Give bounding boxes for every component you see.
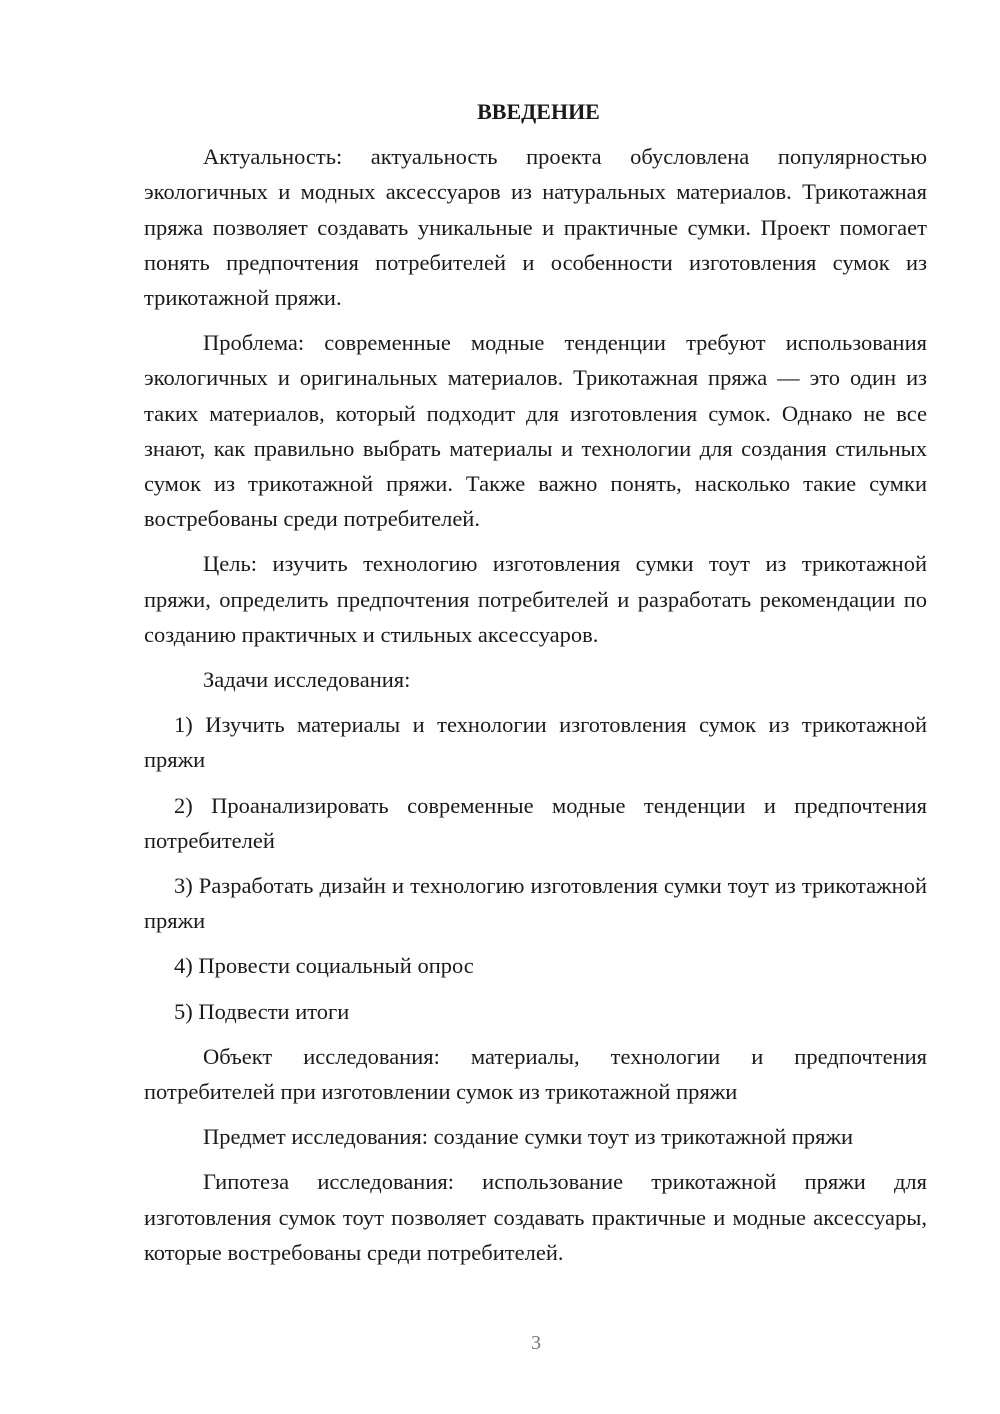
tasks-heading: Задачи исследования: — [203, 667, 411, 693]
task-item-3: 3) Разработать дизайн и технологию изготовления сумки тоут из трикотажной пряжи — [144, 873, 927, 934]
page-number: 3 — [531, 1332, 541, 1354]
task-item-5: 5) Подвести итоги — [174, 998, 350, 1024]
paragraph-hypothesis: Гипотеза исследования: использование трикотажной пряжи для изготовления сумок тоут позволяет создавать практичные и модные аксессуары, которые востребованы среди потребителей. — [144, 1169, 927, 1265]
task-item-4: 4) Провести социальный опрос — [174, 953, 474, 979]
paragraph-object: Объект исследования: материалы, технологии и предпочтения потребителей при изготовлении сумок из трикотажной пряжи — [144, 1043, 927, 1105]
task-item-1: 1) Изучить материалы и технологии изготовления сумок из трикотажной пряжи — [144, 712, 927, 773]
page-title: ВВЕДЕНИЕ — [477, 99, 600, 124]
page-content — [144, 94, 927, 1280]
paragraph-relevance: Актуальность: актуальность проекта обусловлена популярностью экологичных и модных аксессуаров из натуральных материалов. Трикотажная пряжа позволяет создавать уникальные и практичные сумки. Проект помогает понять предпочтения потребителей и особенности изготовления сумок из трикотажной пряжи. — [144, 144, 927, 311]
paragraph-subject: Предмет исследования: создание сумки тоут из трикотажной пряжи — [203, 1124, 854, 1150]
paragraph-goal: Цель: изучить технологию изготовления сумки тоут из трикотажной пряжи, определить предпочтения потребителей и разработать рекомендации по созданию практичных и стильных аксессуаров. — [144, 551, 927, 647]
task-item-2: 2) Проанализировать современные модные тенденции и предпочтения потребителей — [144, 792, 927, 853]
paragraph-problem: Проблема: современные модные тенденции требуют использования экологичных и оригинальных материалов. Трикотажная пряжа — это один из таких материалов, который подходит для изготовления сумок. Однако не все знают, как правильно выбрать материалы и технологии для создания стильных сумок из трикотажной пряжи. Также важно понять, насколько такие сумки востребованы среди потребителей. — [144, 330, 927, 532]
